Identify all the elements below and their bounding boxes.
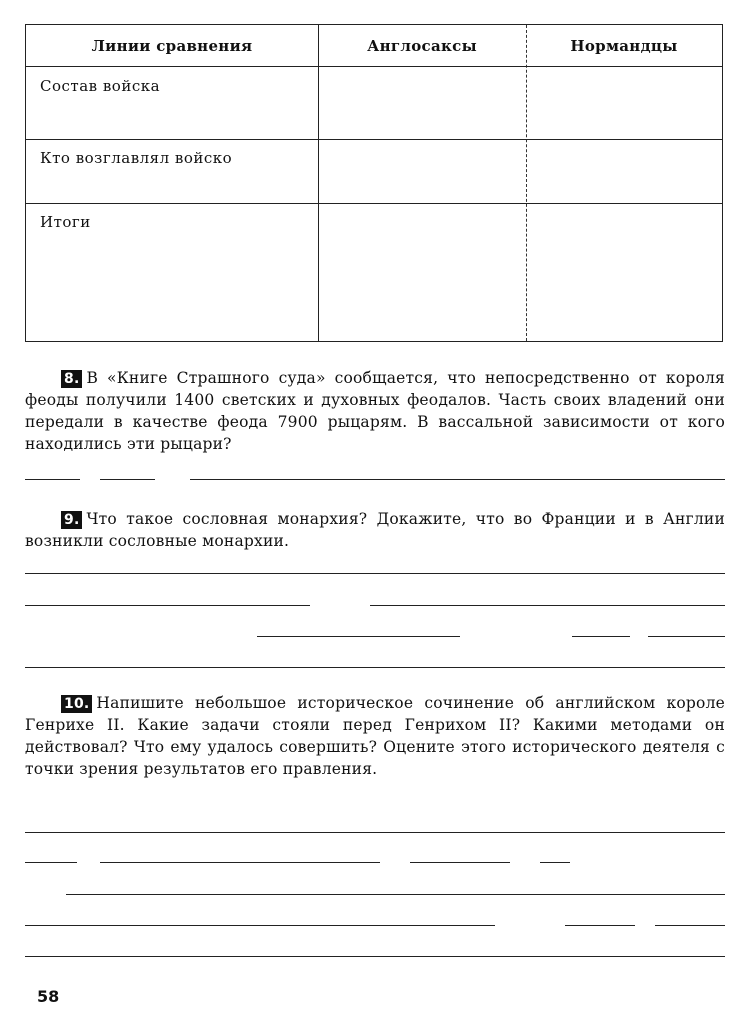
task-10 [25, 692, 725, 780]
column-divider [526, 25, 527, 341]
task-text: Напишите небольшое историческое сочинение об английском короле Генрихе II. Какие задачи стояли перед Генрихом II? Какими методами он действовал? Что ему удалось совершить? Оцените этого исторического деятеля с точки зрения результатов его правления. [25, 694, 725, 778]
task-8 [25, 367, 725, 455]
answer-line[interactable] [410, 862, 510, 863]
header-divider [26, 66, 722, 67]
answer-line[interactable] [66, 894, 725, 895]
answer-line[interactable] [655, 925, 725, 926]
header-comparison-lines: Линии сравнения [91, 37, 253, 55]
answer-line[interactable] [25, 925, 495, 926]
task-9 [25, 508, 725, 552]
answer-line[interactable] [25, 832, 725, 833]
task-number: 8. [61, 370, 82, 388]
answer-line[interactable] [25, 605, 310, 606]
answer-line[interactable] [100, 479, 155, 480]
page-number: 58 [37, 987, 60, 1006]
answer-line[interactable] [572, 636, 630, 637]
answer-line[interactable] [25, 573, 725, 574]
answer-line[interactable] [25, 956, 725, 957]
row-divider [26, 139, 722, 140]
header-normans: Нормандцы [570, 37, 678, 55]
task-text: Что такое сословная монархия? Докажите, что во Франции и в Англии возникли сословные монархии. [25, 510, 725, 550]
task-number: 10. [61, 695, 92, 713]
column-divider [318, 25, 319, 341]
row-label-army-composition: Состав войска [40, 77, 161, 95]
comparison-table [25, 24, 723, 342]
answer-line[interactable] [25, 479, 80, 480]
answer-line[interactable] [100, 862, 380, 863]
answer-line[interactable] [370, 605, 725, 606]
task-number: 9. [61, 511, 82, 529]
answer-line[interactable] [25, 862, 77, 863]
task-text: В «Книге Страшного суда» сообщается, что непосредственно от короля феоды получили 1400 светских и духовных феодалов. Часть своих владений они передали в качестве феода 7900 рыцарям. В вассальной зависимости от кого находились эти рыцари? [25, 369, 725, 453]
answer-line[interactable] [540, 862, 570, 863]
answer-line[interactable] [565, 925, 635, 926]
answer-line[interactable] [25, 667, 725, 668]
row-label-army-leader: Кто возглавлял войско [40, 149, 233, 167]
row-label-results: Итоги [40, 213, 91, 231]
answer-line[interactable] [190, 479, 725, 480]
answer-line[interactable] [648, 636, 725, 637]
row-divider [26, 203, 722, 204]
header-anglo-saxons: Англосаксы [367, 37, 477, 55]
answer-line[interactable] [257, 636, 460, 637]
